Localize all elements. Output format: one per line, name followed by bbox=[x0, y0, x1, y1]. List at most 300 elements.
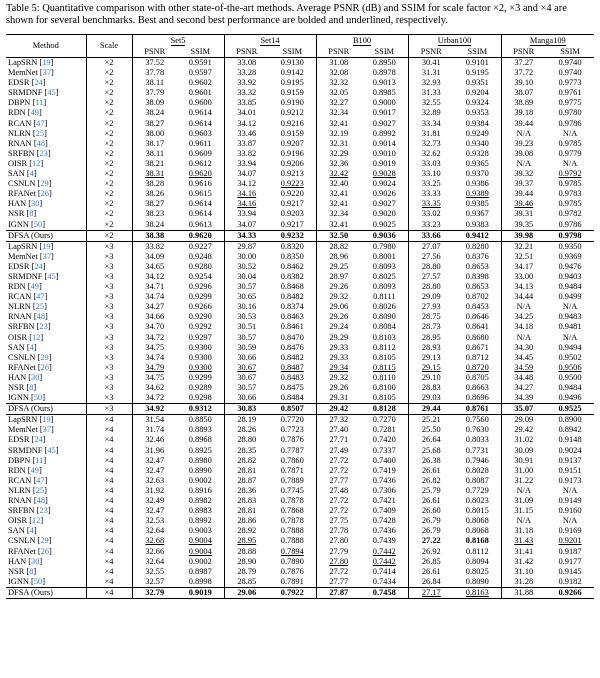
ssim-cell bbox=[269, 404, 316, 415]
value: 31.41 bbox=[514, 546, 534, 556]
psnr-cell bbox=[132, 159, 177, 169]
value: 0.9159 bbox=[280, 88, 304, 98]
ssim-cell bbox=[546, 292, 594, 302]
value: 34.59 bbox=[514, 362, 534, 372]
psnr-cell bbox=[316, 557, 361, 567]
table-row bbox=[6, 322, 594, 332]
scale-cell: ×4 bbox=[86, 567, 132, 577]
value: 0.9385 bbox=[465, 199, 489, 209]
psnr-cell bbox=[224, 526, 269, 536]
value: 33.08 bbox=[237, 58, 257, 67]
table-row bbox=[6, 108, 594, 118]
psnr-cell bbox=[316, 476, 361, 486]
table-row bbox=[6, 241, 594, 252]
psnr-cell bbox=[316, 108, 361, 118]
scale-cell: ×2 bbox=[86, 68, 132, 78]
citation-ref: 45 bbox=[47, 445, 56, 455]
method-cell: OISR [12] bbox=[6, 516, 86, 526]
value: 0.9412 bbox=[465, 230, 489, 240]
value: 27.22 bbox=[421, 536, 441, 546]
ssim-cell bbox=[546, 282, 594, 292]
psnr-cell bbox=[408, 415, 454, 426]
ssim-cell bbox=[269, 252, 316, 262]
value: 27.78 bbox=[329, 526, 349, 536]
value: 0.7409 bbox=[372, 506, 396, 516]
value: 33.87 bbox=[237, 138, 257, 148]
citation-ref: 29 bbox=[40, 179, 49, 189]
method-cell: RDN [49] bbox=[6, 466, 86, 476]
value: 33.32 bbox=[237, 88, 257, 98]
psnr-cell bbox=[501, 282, 546, 292]
psnr-cell bbox=[316, 363, 361, 373]
citation-ref: 4 bbox=[29, 169, 34, 179]
value: 0.9786 bbox=[558, 219, 582, 229]
psnr-cell bbox=[408, 333, 454, 343]
value: 34.33 bbox=[237, 230, 257, 240]
ssim-cell bbox=[546, 557, 594, 567]
psnr-cell bbox=[316, 199, 361, 209]
value: 27.40 bbox=[329, 425, 349, 435]
value: 38.27 bbox=[145, 118, 165, 128]
ssim-cell bbox=[361, 373, 408, 383]
value: 34.70 bbox=[145, 322, 165, 332]
ssim-cell bbox=[269, 425, 316, 435]
value: 0.9249 bbox=[465, 128, 489, 138]
psnr-cell bbox=[316, 353, 361, 363]
ssim-cell bbox=[177, 149, 224, 159]
table-row bbox=[6, 58, 594, 69]
psnr-cell bbox=[316, 68, 361, 78]
ssim-cell bbox=[454, 119, 501, 129]
psnr-cell bbox=[224, 252, 269, 262]
method-cell: HAN [30] bbox=[6, 373, 86, 383]
value: 0.9010 bbox=[372, 148, 396, 158]
psnr-cell bbox=[224, 373, 269, 383]
metric-header-psnr: PSNR bbox=[236, 47, 258, 56]
value: 0.9025 bbox=[372, 219, 396, 229]
table-row bbox=[6, 312, 594, 322]
value: 0.8463 bbox=[280, 312, 304, 322]
value: 0.8110 bbox=[372, 372, 396, 382]
value: 29.33 bbox=[329, 342, 349, 352]
psnr-cell bbox=[132, 58, 177, 69]
method-cell: EDSR [24] bbox=[6, 435, 86, 445]
scale-cell: ×3 bbox=[86, 252, 132, 262]
value: 33.10 bbox=[421, 169, 441, 179]
metric-header-psnr: PSNR bbox=[420, 47, 442, 56]
psnr-cell bbox=[408, 456, 454, 466]
value: 30.66 bbox=[237, 352, 257, 362]
value: 0.9207 bbox=[280, 138, 304, 148]
ssim-cell bbox=[177, 68, 224, 78]
psnr-cell bbox=[408, 262, 454, 272]
citation-ref: 19 bbox=[42, 415, 51, 425]
ssim-cell bbox=[269, 199, 316, 209]
ssim-cell bbox=[269, 88, 316, 98]
value: 33.92 bbox=[237, 78, 257, 88]
value: 34.27 bbox=[145, 302, 165, 312]
ssim-cell bbox=[546, 129, 594, 139]
ssim-cell bbox=[269, 322, 316, 332]
method-cell: SRMDNF [45] bbox=[6, 446, 86, 456]
psnr-cell bbox=[501, 486, 546, 496]
psnr-cell bbox=[132, 425, 177, 435]
method-name: HAN bbox=[8, 199, 27, 209]
value: 0.8950 bbox=[372, 58, 396, 67]
ssim-cell bbox=[546, 333, 594, 343]
value: 0.8128 bbox=[372, 404, 396, 414]
psnr-cell bbox=[408, 220, 454, 231]
citation-ref: 8 bbox=[29, 566, 34, 576]
value: 31.42 bbox=[514, 556, 534, 566]
method-cell: SRFBN [23] bbox=[6, 322, 86, 332]
ssim-cell bbox=[546, 587, 594, 598]
ssim-cell bbox=[546, 272, 594, 282]
method-cell: NLRN [25] bbox=[6, 302, 86, 312]
table-row bbox=[6, 486, 594, 496]
ssim-cell bbox=[454, 252, 501, 262]
method-cell bbox=[6, 587, 86, 598]
value: 0.9142 bbox=[280, 68, 304, 78]
value: 26.85 bbox=[421, 556, 441, 566]
ssim-cell bbox=[269, 220, 316, 231]
ssim-cell bbox=[546, 547, 594, 557]
value: 0.8916 bbox=[188, 485, 212, 495]
scale-cell: ×4 bbox=[86, 466, 132, 476]
value: 0.7731 bbox=[465, 445, 489, 455]
value: 28.96 bbox=[329, 251, 349, 261]
value: 0.8470 bbox=[280, 332, 304, 342]
scale-cell: ×3 bbox=[86, 282, 132, 292]
value: 38.24 bbox=[145, 219, 165, 229]
value: 32.41 bbox=[329, 219, 349, 229]
psnr-cell bbox=[501, 119, 546, 129]
value: 0.8084 bbox=[372, 322, 396, 332]
value: 31.74 bbox=[145, 425, 165, 435]
value: 0.9101 bbox=[465, 58, 489, 67]
value: 32.32 bbox=[329, 78, 349, 88]
value: 28.86 bbox=[237, 516, 257, 526]
table-row bbox=[6, 435, 594, 445]
psnr-cell bbox=[132, 241, 177, 252]
psnr-cell bbox=[224, 199, 269, 209]
value: 0.9019 bbox=[372, 158, 396, 168]
psnr-cell bbox=[501, 312, 546, 322]
value: 33.85 bbox=[237, 98, 257, 108]
value: 0.7787 bbox=[280, 445, 304, 455]
value: 0.9365 bbox=[465, 158, 489, 168]
value: 32.62 bbox=[421, 148, 441, 158]
table-row bbox=[6, 199, 594, 209]
metric-header-psnr: PSNR bbox=[513, 47, 535, 56]
value: 0.8090 bbox=[465, 576, 489, 586]
value: 38.24 bbox=[145, 108, 165, 118]
method-name: CSNLN bbox=[8, 179, 36, 189]
value: 33.33 bbox=[421, 189, 441, 199]
ssim-cell bbox=[361, 139, 408, 149]
ssim-cell bbox=[269, 516, 316, 526]
table-row bbox=[6, 333, 594, 343]
ssim-cell bbox=[361, 363, 408, 373]
value: 28.83 bbox=[237, 496, 257, 506]
scale-cell: ×2 bbox=[86, 159, 132, 169]
value: 0.9160 bbox=[558, 506, 582, 516]
value: 38.07 bbox=[514, 88, 534, 98]
value: 34.45 bbox=[514, 352, 534, 362]
value: 0.9740 bbox=[558, 58, 582, 67]
method-cell: SRMDNF [45] bbox=[6, 272, 86, 282]
citation-ref: 50 bbox=[33, 219, 43, 229]
method-cell: EDSR [24] bbox=[6, 262, 86, 272]
value: 38.38 bbox=[145, 230, 165, 240]
ssim-cell bbox=[546, 476, 594, 486]
value: 0.8484 bbox=[280, 393, 304, 403]
ssim-cell bbox=[269, 486, 316, 496]
table-row bbox=[6, 282, 594, 292]
ssim-cell bbox=[546, 466, 594, 476]
value: 29.42 bbox=[514, 425, 534, 435]
value: 34.30 bbox=[514, 342, 534, 352]
psnr-cell bbox=[132, 189, 177, 199]
psnr-cell bbox=[132, 415, 177, 426]
ssim-cell bbox=[177, 108, 224, 118]
table-row bbox=[6, 252, 594, 262]
value: 0.9298 bbox=[188, 393, 212, 403]
psnr-cell bbox=[316, 58, 361, 69]
value: 0.8094 bbox=[465, 556, 489, 566]
ssim-cell bbox=[269, 333, 316, 343]
psnr-cell bbox=[132, 557, 177, 567]
value: 31.08 bbox=[329, 58, 349, 67]
value: 30.04 bbox=[237, 271, 257, 281]
table-row bbox=[6, 547, 594, 557]
psnr-cell bbox=[316, 486, 361, 496]
method-cell: CSNLN [29] bbox=[6, 179, 86, 189]
ssim-cell bbox=[546, 404, 594, 415]
psnr-cell bbox=[501, 446, 546, 456]
method-cell: SRFBN [23] bbox=[6, 506, 86, 516]
scale-cell: ×4 bbox=[86, 526, 132, 536]
value: N/A bbox=[516, 332, 531, 342]
scale-cell: ×4 bbox=[86, 496, 132, 506]
method-cell: IGNN [50] bbox=[6, 220, 86, 231]
value: 0.9484 bbox=[558, 282, 582, 292]
value: 0.8068 bbox=[465, 516, 489, 526]
scale-cell: ×3 bbox=[86, 363, 132, 373]
value: 0.9613 bbox=[188, 219, 212, 229]
value: 30.59 bbox=[237, 342, 257, 352]
value: 0.7888 bbox=[280, 526, 304, 536]
ssim-cell bbox=[546, 199, 594, 209]
value: 0.7729 bbox=[465, 485, 489, 495]
ssim-cell bbox=[269, 435, 316, 445]
value: 0.9017 bbox=[372, 108, 396, 118]
table-row bbox=[6, 119, 594, 129]
psnr-cell bbox=[408, 169, 454, 179]
ssim-cell bbox=[454, 159, 501, 169]
value: 0.9300 bbox=[188, 352, 212, 362]
ssim-cell bbox=[361, 58, 408, 69]
scale-cell: ×2 bbox=[86, 179, 132, 189]
ssim-cell bbox=[269, 272, 316, 282]
value: 0.8487 bbox=[280, 362, 304, 372]
ssim-cell bbox=[269, 567, 316, 577]
method-name: RFANet bbox=[8, 189, 36, 199]
ssim-cell bbox=[546, 241, 594, 252]
value: 0.7888 bbox=[280, 536, 304, 546]
psnr-cell bbox=[501, 169, 546, 179]
value: 37.72 bbox=[514, 68, 534, 78]
ssim-cell bbox=[454, 108, 501, 118]
psnr-cell bbox=[408, 322, 454, 332]
value: 29.13 bbox=[421, 352, 441, 362]
citation-ref: 37 bbox=[42, 68, 52, 78]
ssim-cell bbox=[546, 363, 594, 373]
value: 33.23 bbox=[421, 219, 441, 229]
psnr-cell bbox=[132, 68, 177, 78]
value: 0.8461 bbox=[280, 322, 304, 332]
psnr-cell bbox=[132, 312, 177, 322]
ssim-cell bbox=[454, 383, 501, 393]
value: 0.7860 bbox=[280, 455, 304, 465]
ssim-cell bbox=[269, 139, 316, 149]
method-cell: LapSRN [19] bbox=[6, 241, 86, 252]
value: 28.73 bbox=[421, 322, 441, 332]
citation-ref: 23 bbox=[39, 148, 48, 158]
value: 0.8942 bbox=[558, 425, 582, 435]
value: 0.9187 bbox=[558, 546, 582, 556]
value: 30.83 bbox=[237, 404, 257, 414]
value: 0.9370 bbox=[465, 169, 489, 179]
value: 30.66 bbox=[237, 393, 257, 403]
value: 0.8374 bbox=[280, 302, 304, 312]
value: 0.8033 bbox=[465, 435, 489, 445]
value: 26.38 bbox=[421, 455, 441, 465]
value: 33.00 bbox=[514, 271, 534, 281]
value: 32.51 bbox=[514, 251, 534, 261]
ssim-cell bbox=[177, 446, 224, 456]
psnr-cell bbox=[501, 383, 546, 393]
table-row bbox=[6, 383, 594, 393]
value: 29.31 bbox=[329, 393, 349, 403]
ssim-cell bbox=[546, 393, 594, 404]
method-name: EDSR bbox=[8, 435, 30, 445]
value: 30.91 bbox=[514, 455, 534, 465]
value: N/A bbox=[516, 128, 531, 138]
psnr-cell bbox=[132, 435, 177, 445]
value: 0.9300 bbox=[188, 362, 212, 372]
ssim-cell bbox=[269, 108, 316, 118]
value: 34.07 bbox=[237, 169, 257, 179]
psnr-cell bbox=[501, 139, 546, 149]
ssim-cell bbox=[269, 415, 316, 426]
value: 29.06 bbox=[329, 302, 349, 312]
psnr-cell bbox=[408, 343, 454, 353]
ssim-cell bbox=[454, 282, 501, 292]
ssim-cell bbox=[361, 496, 408, 506]
value: 0.8646 bbox=[465, 312, 489, 322]
ssim-cell bbox=[177, 526, 224, 536]
value: 0.9502 bbox=[558, 352, 582, 362]
ssim-cell bbox=[361, 282, 408, 292]
method-name: RDN bbox=[8, 108, 26, 118]
method-name: MemNet bbox=[8, 425, 38, 435]
psnr-cell bbox=[224, 272, 269, 282]
method-cell: RCAN [47] bbox=[6, 292, 86, 302]
ssim-cell bbox=[269, 343, 316, 353]
method-cell: IGNN [50] bbox=[6, 577, 86, 588]
psnr-cell bbox=[132, 577, 177, 588]
ssim-cell bbox=[454, 179, 501, 189]
value: 30.67 bbox=[237, 362, 257, 372]
value: 28.81 bbox=[237, 465, 257, 475]
value: 32.47 bbox=[145, 455, 165, 465]
ssim-cell bbox=[269, 149, 316, 159]
method-cell: EDSR [24] bbox=[6, 78, 86, 88]
ssim-cell bbox=[546, 139, 594, 149]
value: 0.9195 bbox=[280, 78, 304, 88]
ssim-cell bbox=[361, 179, 408, 189]
psnr-cell bbox=[224, 446, 269, 456]
value: 0.9013 bbox=[372, 78, 396, 88]
psnr-cell bbox=[501, 322, 546, 332]
value: 27.17 bbox=[421, 587, 441, 597]
value: 0.8068 bbox=[465, 526, 489, 536]
ssim-cell bbox=[361, 353, 408, 363]
value: 0.8105 bbox=[372, 352, 396, 362]
value: 0.9611 bbox=[188, 138, 212, 148]
ssim-cell bbox=[361, 446, 408, 456]
psnr-cell bbox=[316, 220, 361, 231]
psnr-cell bbox=[501, 526, 546, 536]
ssim-cell bbox=[269, 58, 316, 69]
scale-cell: ×3 bbox=[86, 262, 132, 272]
psnr-cell bbox=[132, 252, 177, 262]
psnr-cell bbox=[408, 159, 454, 169]
table-row bbox=[6, 68, 594, 78]
psnr-cell bbox=[316, 404, 361, 415]
ssim-cell bbox=[454, 262, 501, 272]
ssim-cell bbox=[454, 547, 501, 557]
citation-ref: 37 bbox=[42, 425, 52, 435]
value: 32.41 bbox=[329, 199, 349, 209]
method-name: DFSA (Ours) bbox=[8, 230, 53, 240]
value: 0.9525 bbox=[558, 404, 582, 414]
psnr-cell bbox=[132, 292, 177, 302]
method-cell: DBPN [11] bbox=[6, 456, 86, 466]
ssim-cell bbox=[361, 506, 408, 516]
method-name: OISR bbox=[8, 158, 28, 168]
psnr-cell bbox=[316, 393, 361, 404]
psnr-cell bbox=[224, 435, 269, 445]
citation-ref: 48 bbox=[36, 312, 45, 322]
value: 34.75 bbox=[145, 342, 165, 352]
psnr-cell bbox=[224, 169, 269, 179]
ssim-cell bbox=[177, 536, 224, 546]
value: 0.9290 bbox=[188, 312, 212, 322]
value: 27.75 bbox=[329, 516, 349, 526]
value: 32.34 bbox=[329, 209, 349, 219]
psnr-cell bbox=[408, 312, 454, 322]
ssim-cell bbox=[177, 333, 224, 343]
method-name: RDN bbox=[8, 465, 26, 475]
psnr-cell bbox=[316, 98, 361, 108]
scale-cell: ×2 bbox=[86, 108, 132, 118]
value: 29.32 bbox=[329, 292, 349, 302]
value: 0.7419 bbox=[372, 465, 396, 475]
value: 0.7400 bbox=[372, 455, 396, 465]
table-caption: Table 5: Quantitative comparison with other state-of-the-art methods. Average PSNR (dB) and SSIM for scale factor ×2, ×3 and ×4 are shown for several benchmarks. Best and second best performance are bolded and underlined, respectively. bbox=[6, 3, 567, 27]
